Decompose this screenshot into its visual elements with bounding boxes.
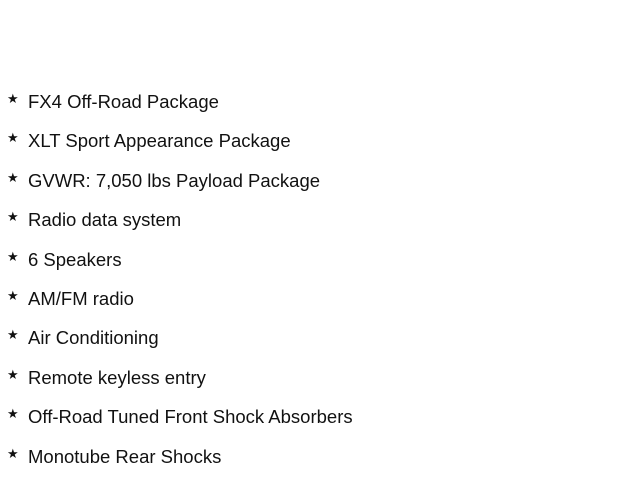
feature-label: AM/FM radio — [28, 287, 134, 309]
feature-label: GVWR: 7,050 lbs Payload Package — [28, 169, 321, 191]
star-icon: ★ — [7, 169, 19, 185]
feature-label: 6 Speakers — [28, 248, 122, 270]
star-icon: ★ — [7, 130, 19, 146]
star-icon: ★ — [7, 91, 19, 106]
feature-label: Off-Road Tuned Front Shock Absorbers — [28, 406, 353, 428]
feature-label: Remote keyless entry — [28, 366, 206, 388]
feature-label: FX4 Off-Road Package — [28, 91, 219, 112]
feature-label: Radio data system — [28, 209, 182, 231]
star-icon: ★ — [7, 327, 19, 343]
feature-label: XLT Sport Appearance Package — [28, 130, 291, 152]
star-icon: ★ — [7, 366, 19, 382]
star-icon: ★ — [7, 248, 19, 264]
star-icon: ★ — [7, 445, 19, 461]
star-icon: ★ — [7, 209, 19, 225]
star-icon: ★ — [7, 287, 19, 303]
star-icon: ★ — [7, 406, 19, 422]
feature-label: Monotube Rear Shocks — [28, 445, 222, 467]
feature-label: Air Conditioning — [28, 327, 159, 349]
